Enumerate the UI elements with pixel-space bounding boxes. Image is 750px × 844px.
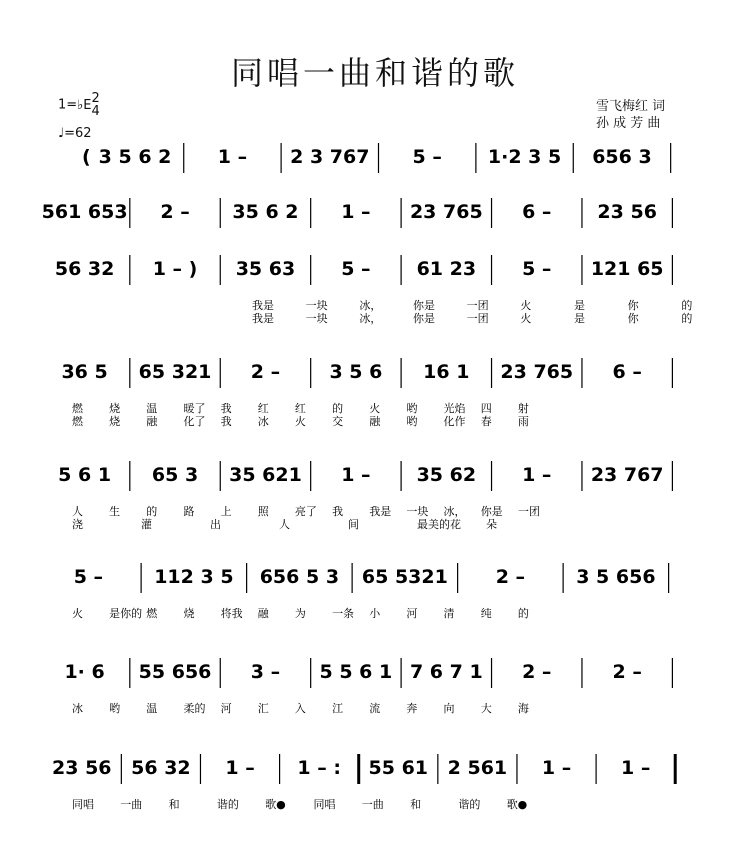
lyric-word: 入 — [294, 702, 306, 715]
note-group: 1 – : — [297, 757, 341, 779]
lyricist-credit: 雪飞梅红 词 — [596, 99, 666, 114]
note-group: 16 1 — [423, 361, 470, 383]
lyric-word: 一块 — [305, 312, 328, 325]
lyric-word: 我 — [220, 402, 232, 415]
lyric-word: 谐的 — [458, 798, 481, 811]
lyric-word: 和 — [410, 798, 422, 811]
note-group: 56 32 — [131, 757, 191, 779]
lyric-word: 河 — [406, 607, 418, 620]
lyric-word: 谐的 — [216, 798, 239, 811]
lyric-word: 的 — [146, 505, 158, 518]
lyric-word: 红 — [294, 402, 306, 415]
key-flat: ♭E — [77, 97, 92, 113]
note-group: 61 23 — [416, 258, 477, 280]
note-group: 112 3 5 — [154, 566, 234, 588]
lyric-word: 你 — [627, 312, 639, 325]
note-group: 35 62 — [416, 464, 477, 486]
lyric-word: 哟 — [109, 702, 121, 715]
lyric-word: 我 — [220, 415, 232, 428]
lyric-word: 是 — [574, 312, 585, 325]
note-group: 1 – — [541, 757, 572, 779]
note-group: 3 5 6 — [329, 361, 383, 383]
lyric-word: 暖了 — [183, 402, 206, 415]
lyric-word: 一团 — [466, 312, 489, 325]
lyric-word: 我是 — [369, 505, 392, 518]
note-group: 1 – — [217, 146, 248, 168]
lyric-word: 小 — [369, 607, 381, 620]
tempo-value: =62 — [64, 126, 92, 141]
lyric-word: 人 — [279, 518, 290, 531]
lyric-word: 融 — [146, 415, 158, 428]
note-group: 23 56 — [52, 757, 112, 779]
lyric-word: 柔的 — [183, 702, 206, 715]
note-group: 2 – — [250, 361, 281, 383]
note-group: 3 – — [250, 661, 281, 683]
note-group: 2 – — [495, 566, 526, 588]
note-group: 6 – — [612, 361, 642, 383]
note-group: 5 6 1 — [58, 464, 112, 486]
lyric-word: 四 — [480, 402, 492, 415]
note-group: 656 3 — [592, 146, 652, 168]
lyric-word: 一团 — [466, 299, 489, 312]
note-group: 5 – — [412, 146, 442, 168]
note-group: 23 767 — [590, 464, 664, 486]
lyric-word: 化了 — [183, 415, 206, 428]
lyric-word: 的 — [681, 312, 693, 325]
lyric-word: 间 — [348, 518, 359, 531]
lyric-word: 亮了 — [294, 505, 317, 518]
note-group: 2 – — [612, 661, 642, 683]
time-top: 2 — [91, 91, 100, 106]
note-group: 1· 6 — [64, 661, 105, 683]
lyric-word: 照 — [257, 505, 269, 518]
note-group: 35 6 2 — [232, 201, 299, 223]
lyric-word: 冰 — [257, 415, 269, 428]
lyric-word: 是 — [574, 299, 585, 312]
key-label: 1= — [58, 97, 78, 113]
lyric-word: 的 — [681, 299, 693, 312]
lyric-word: 河 — [220, 702, 232, 715]
note-group: 56 32 — [54, 258, 115, 280]
lyric-word: 最美的花 — [417, 518, 461, 531]
note-group: 1 – — [225, 757, 255, 779]
note-group: 5 – — [522, 258, 552, 280]
composer-credit: 孙 成 芳 曲 — [596, 116, 661, 131]
note-group: 121 65 — [590, 258, 664, 280]
note-group: 5 5 6 1 — [319, 661, 393, 683]
lyric-word: 烧 — [183, 607, 195, 620]
lyric-word: 你 — [627, 299, 639, 312]
lyric-word: 融 — [257, 607, 269, 620]
lyric-word: 和 — [168, 798, 180, 811]
note-group: 65 321 — [138, 361, 212, 383]
lyric-word: 燃 — [146, 607, 158, 620]
lyric-word: 火 — [369, 402, 381, 415]
lyric-word: 你是 — [480, 505, 503, 518]
note-group: 36 5 — [61, 361, 108, 383]
lyric-word: 的 — [332, 402, 344, 415]
lyric-word: 一曲 — [120, 798, 143, 811]
lyric-word: 一曲 — [361, 798, 384, 811]
tempo-marking: ♩=62 — [58, 126, 92, 141]
note-group: 6 – — [522, 201, 552, 223]
lyric-word: 一团 — [517, 505, 540, 518]
note-group: 7 6 7 1 — [409, 661, 483, 683]
note-group: 5 – — [341, 258, 371, 280]
lyric-word: 灌 — [141, 518, 152, 531]
note-group: 23 765 — [409, 201, 483, 223]
lyric-word: 一条 — [332, 607, 355, 620]
lyric-word: 火 — [520, 299, 532, 312]
note-group: 65 3 — [151, 464, 199, 486]
note-group: 1 – ) — [152, 258, 198, 280]
lyric-word: 奔 — [406, 702, 418, 715]
note-group: 1 – — [522, 464, 552, 486]
lyric-word: 哟 — [406, 402, 418, 415]
lyric-word: 汇 — [257, 702, 269, 715]
lyric-word: 人 — [72, 505, 83, 518]
note-group: 55 656 — [138, 661, 212, 683]
lyric-word: 交 — [332, 415, 344, 428]
note-group: 35 621 — [229, 464, 302, 486]
lyric-word: 生 — [109, 505, 121, 518]
lyric-word: 同唱 — [72, 798, 94, 811]
lyric-word: 射 — [517, 402, 529, 415]
lyric-word: 我是 — [252, 312, 274, 325]
note-group: 23 56 — [597, 201, 657, 223]
lyric-word: 朵 — [486, 518, 497, 531]
time-bottom: 4 — [91, 104, 100, 119]
lyric-word: 出 — [210, 518, 221, 531]
lyric-word: 将我 — [220, 607, 243, 620]
lyric-word: 温 — [146, 402, 158, 415]
note-group: 5 – — [73, 566, 104, 588]
lyric-word: 火 — [72, 607, 83, 620]
lyric-word: 一块 — [406, 505, 429, 518]
lyric-word: 烧 — [109, 402, 121, 415]
lyric-word: 融 — [369, 415, 381, 428]
lyric-word: 燃 — [72, 402, 83, 415]
note-group: 35 63 — [235, 258, 296, 280]
note-group: 23 765 — [500, 361, 574, 383]
note-group: 3 5 656 — [576, 566, 656, 588]
note-group: 1 – — [620, 757, 651, 779]
lyric-word: 冰 — [72, 702, 83, 715]
lyric-word: 化作 — [443, 415, 466, 428]
note-group: 55 61 — [368, 757, 429, 779]
lyric-word: 歌● — [506, 798, 528, 811]
lyric-word: 纯 — [480, 607, 492, 620]
lyric-word: 春 — [480, 415, 492, 428]
lyric-word: 我是 — [252, 299, 274, 312]
note-group: 65 5321 — [361, 566, 448, 588]
lyric-word: 雨 — [517, 415, 529, 428]
lyric-word: 冰， — [359, 312, 382, 325]
note-group: 2 3 767 — [290, 146, 370, 168]
lyric-word: 大 — [480, 702, 492, 715]
lyric-word: 火 — [520, 312, 532, 325]
lyric-word: 一块 — [305, 299, 328, 312]
lyric-word: 火 — [294, 415, 306, 428]
lyric-word: 上 — [220, 505, 232, 518]
note-group: 656 5 3 — [259, 566, 340, 588]
note-group: 3 5 6 2 — [98, 146, 172, 168]
lyric-word: 你是 — [413, 299, 435, 312]
lyric-word: 哟 — [406, 415, 418, 428]
lyric-word: 海 — [517, 702, 529, 715]
lyric-word: 冰， — [359, 299, 382, 312]
lyric-word: 光焰 — [443, 402, 466, 415]
lyric-word: 的 — [517, 607, 529, 620]
note-group: 1·2 3 5 — [487, 146, 562, 168]
note-group: 2 – — [160, 201, 190, 223]
lyric-word: 路 — [183, 505, 195, 518]
lyric-word: 烧 — [109, 415, 121, 428]
lyric-word: 江 — [332, 702, 344, 715]
lyric-word: 浇 — [72, 518, 83, 531]
lyric-word: 燃 — [72, 415, 83, 428]
lyric-word: 向 — [443, 702, 455, 715]
lyric-word: 同唱 — [313, 798, 336, 811]
lyric-word: 为 — [294, 607, 306, 620]
lyric-word: 清 — [443, 607, 455, 620]
lyric-word: 红 — [257, 402, 269, 415]
note-group: 561 653 — [41, 201, 128, 223]
note-group: 2 561 — [447, 757, 508, 779]
lyric-word: 我 — [332, 505, 344, 518]
lyric-word: 冰， — [443, 505, 466, 518]
note-group: ( — [82, 146, 91, 168]
lyric-word: 你是 — [413, 312, 435, 325]
song-title: 同唱一曲和谐的歌 — [230, 54, 519, 92]
note-group: 2 – — [522, 661, 552, 683]
lyric-word: 歌● — [265, 798, 286, 811]
lyric-word: 流 — [369, 702, 381, 715]
lyric-word: 是你的 — [109, 607, 143, 620]
lyric-word: 温 — [146, 702, 158, 715]
note-group: 1 – — [341, 464, 371, 486]
note-group: 1 – — [341, 201, 371, 223]
